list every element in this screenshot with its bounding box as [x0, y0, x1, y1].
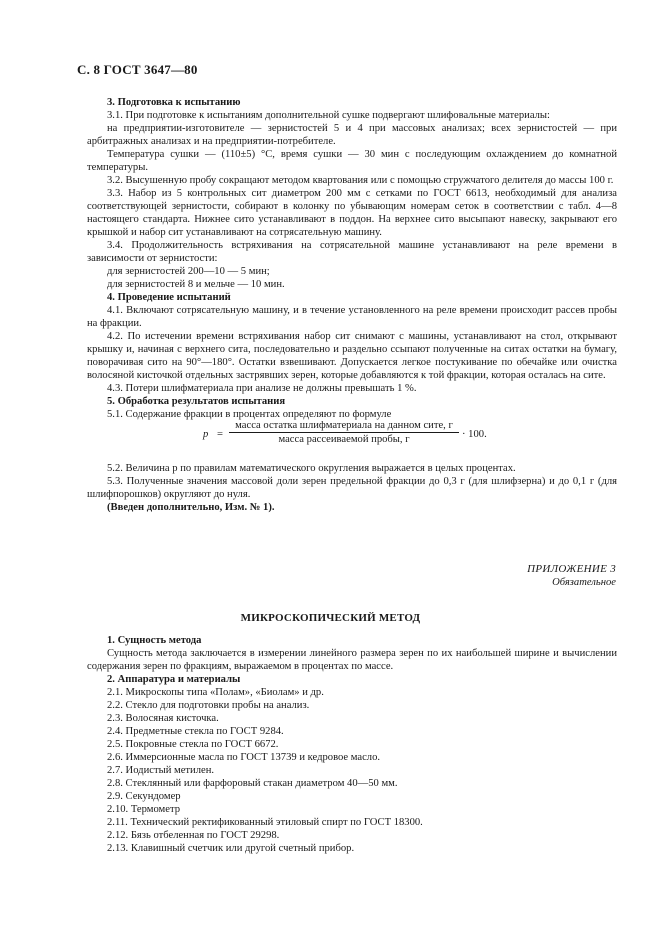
appendix-status: Обязательное	[552, 577, 616, 588]
paragraph: 2.2. Стекло для подготовки пробы на анализ.	[107, 700, 310, 711]
paragraph: 2.7. Иодистый метилен.	[107, 765, 215, 776]
section-heading: 4. Проведение испытаний	[107, 292, 231, 303]
micro-section	[87, 634, 617, 855]
paragraph: 4.1. Включают сотрясательную машину, и в течение установленного на реле времени происходит рассев пробы на фракции.	[87, 305, 617, 329]
paragraph: 2.13. Клавишный счетчик или другой счетный прибор.	[107, 843, 355, 854]
upper-section	[87, 96, 617, 421]
section-heading: 2. Аппаратура и материалы	[107, 674, 241, 685]
appendix-title: МИКРОСКОПИЧЕСКИЙ МЕТОД	[240, 612, 421, 624]
paragraph: 5.2. Величина p по правилам математического округления выражается в целых процентах.	[107, 463, 516, 474]
formula-multiplier: · 100.	[462, 429, 487, 440]
paragraph: 5.3. Полученные значения массовой доли зерен предельной фракции до 0,3 г (для шлифзерна) и до 0,1 г (для шлифпорошков) округляют до нуля.	[87, 476, 617, 500]
section-heading: 5. Обработка результатов испытания	[107, 396, 286, 407]
paragraph: 2.10. Термометр	[107, 804, 181, 815]
paragraph: 3.1. При подготовке к испытаниям дополнительной сушке подвергают шлифовальные материалы:	[107, 110, 550, 121]
paragraph: 2.4. Предметные стекла по ГОСТ 9284.	[107, 726, 284, 737]
page-header: С. 8 ГОСТ 3647—80	[77, 62, 198, 77]
appendix-label	[527, 563, 616, 589]
paragraph: 2.5. Покровные стекла по ГОСТ 6672.	[107, 739, 279, 750]
formula-denominator: масса рассеиваемой пробы, г	[278, 434, 410, 445]
section-heading: 3. Подготовка к испытанию	[107, 97, 241, 108]
formula-equals: =	[217, 429, 223, 440]
paragraph: 2.6. Иммерсионные масла по ГОСТ 13739 и кедровое масло.	[107, 752, 381, 763]
paragraph: для зернистостей 200—10 — 5 мин;	[107, 266, 270, 277]
paragraph: 3.4. Продолжительность встряхивания на сотрясательной машине устанавливают на реле времени в зависимости от зернистости:	[87, 240, 617, 264]
paragraph: 2.11. Технический ректификованный этиловый спирт по ГОСТ 18300.	[107, 817, 423, 828]
paragraph: Сущность метода заключается в измерении линейного размера зерен по их наибольшей ширине и вычислении содержания зерен по фракциям, выражаемом в процентах по массе.	[87, 648, 617, 672]
paragraph: 2.12. Бязь отбеленная по ГОСТ 29298.	[107, 830, 280, 841]
appendix-number: ПРИЛОЖЕНИЕ 3	[527, 563, 616, 575]
formula	[203, 420, 533, 450]
formula-variable: p	[203, 429, 209, 440]
paragraph: 5.1. Содержание фракции в процентах определяют по формуле	[107, 409, 392, 420]
paragraph: 2.9. Секундомер	[107, 791, 181, 802]
paragraph: для зернистостей 8 и мельче — 10 мин.	[107, 279, 285, 290]
paragraph: на предприятии-изготовителе — зернистостей 5 и 4 при массовых анализах; всех зернистостей — при арбитражных анализах и на предприятии-потребителе.	[87, 123, 617, 147]
paragraph: 2.8. Стеклянный или фарфоровый стакан диаметром 40—50 мм.	[107, 778, 398, 789]
formula-numerator: масса остатка шлифматериала на данном сите, г	[229, 420, 459, 433]
section-heading: (Введен дополнительно, Изм. № 1).	[107, 502, 275, 513]
paragraph: 3.3. Набор из 5 контрольных сит диаметром 200 мм с сетками по ГОСТ 6613, необходимый для анализа соответствующей зернистости, собирают в колонку по убывающим номерам сеток в соответствии с табл. 4—8 настоящего стандарта. Нижнее сито устанавливают в поддон. На верхнее сито высыпают навеску, закрывают его крышкой и набор сит устанавливают на сотрясательную машину.	[87, 188, 617, 238]
paragraph: 3.2. Высушенную пробу сокращают методом квартования или с помощью стружчатого делителя до массы 100 г.	[107, 175, 614, 186]
paragraph: 2.1. Микроскопы типа «Полам», «Биолам» и др.	[107, 687, 324, 698]
lower-section	[87, 462, 617, 514]
formula-fraction	[229, 420, 459, 445]
section-heading: 1. Сущность метода	[107, 635, 202, 646]
paragraph: 4.3. Потери шлифматериала при анализе не должны превышать 1 %.	[107, 383, 417, 394]
paragraph: Температура сушки — (110±5) °С, время сушки — 30 мин с последующим охлаждением до комнатной температуры.	[87, 149, 617, 173]
paragraph: 4.2. По истечении времени встряхивания набор сит снимают с машины, устанавливают на стол, открывают крышку и, начиная с верхнего сита, последовательно и раздельно ссыпают полученные на ситах остатки на бумагу, поворачивая сито на 90°—180°. Остатки взвешивают. Допускается легкое постукивание по обечайке или очистка волосяной кисточкой отдельных застрявших зерен, которые добавляются к той фракции, которая осталась на сите.	[87, 331, 617, 381]
paragraph: 2.3. Волосяная кисточка.	[107, 713, 219, 724]
